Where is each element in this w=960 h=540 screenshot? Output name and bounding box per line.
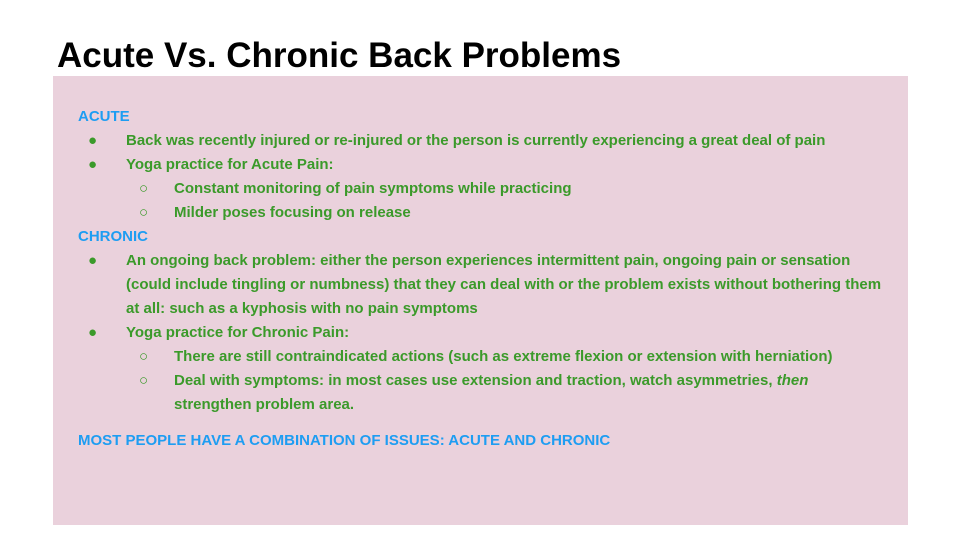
bullet-hollow-icon: ○ xyxy=(139,204,149,221)
bullet-filled-icon: ● xyxy=(88,132,98,149)
acute-subitem-1-text: Constant monitoring of pain symptoms while practicing xyxy=(174,180,572,197)
chronic-subitem-1-text: There are still contraindicated actions (such as extreme flexion or extension with herniation) xyxy=(174,348,833,365)
chronic-subitem-2-text-end: strengthen problem area. xyxy=(174,396,355,413)
chronic-item-2 xyxy=(78,321,888,345)
chronic-subitem-2-text-start: Deal with symptoms: in most cases use extension and traction, watch asymmetries, xyxy=(174,372,777,389)
bullet-filled-icon: ● xyxy=(88,324,98,341)
acute-subitem-2 xyxy=(78,201,888,225)
summary-line: MOST PEOPLE HAVE A COMBINATION OF ISSUES: ACUTE AND CHRONIC xyxy=(78,432,611,449)
acute-item-2-text: Yoga practice for Acute Pain: xyxy=(126,156,334,173)
bullet-hollow-icon: ○ xyxy=(139,180,149,197)
chronic-item-1-text: An ongoing back problem: either the person experiences intermittent pain, ongoing pain or sensation (could include tingling or numbness) that they can deal with or the problem exists without bothering them at all: such as a kyphosis with no pain symptoms xyxy=(126,252,882,317)
chronic-item-2-text: Yoga practice for Chronic Pain: xyxy=(126,324,350,341)
acute-item-2 xyxy=(78,153,888,177)
bullet-filled-icon: ● xyxy=(88,252,98,269)
slide-title: Acute Vs. Chronic Back Problems xyxy=(57,36,622,75)
acute-heading: ACUTE xyxy=(78,108,130,125)
chronic-heading: CHRONIC xyxy=(78,228,148,245)
acute-item-1 xyxy=(78,129,888,153)
slide-body xyxy=(78,105,888,453)
acute-item-1-text: Back was recently injured or re-injured or the person is currently experiencing a great deal of pain xyxy=(126,132,826,149)
spacer xyxy=(78,417,888,429)
acute-subitem-2-text: Milder poses focusing on release xyxy=(174,204,411,221)
emphasis-then: then xyxy=(776,372,809,389)
bullet-hollow-icon: ○ xyxy=(139,348,149,365)
acute-subitem-1 xyxy=(78,177,888,201)
bullet-hollow-icon: ○ xyxy=(139,372,149,389)
chronic-item-1 xyxy=(78,249,888,321)
bullet-filled-icon: ● xyxy=(88,156,98,173)
chronic-subitem-1 xyxy=(78,345,888,369)
chronic-subitem-2 xyxy=(78,369,888,417)
